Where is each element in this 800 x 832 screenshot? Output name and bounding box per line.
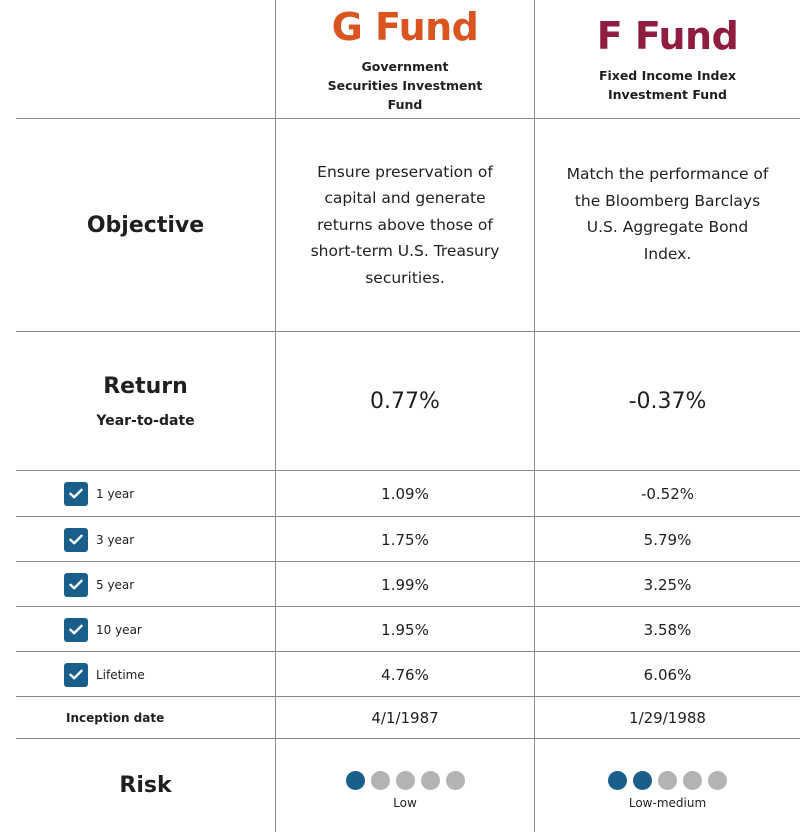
g-fund-inception-cell: [276, 697, 534, 738]
period-toggle[interactable]: [64, 663, 145, 687]
f-fund-subtitle: Fixed Income Index Investment Fund: [598, 68, 737, 102]
period-label: 5 year: [96, 577, 135, 592]
checkbox-checked-icon[interactable]: [64, 618, 88, 642]
return-heading: Return: [103, 373, 188, 399]
f-fund-risk-meter: [608, 771, 727, 790]
g-fund-header: [276, 0, 534, 118]
f-fund-return-cell: [535, 652, 800, 697]
g-fund-ytd-value: 0.77%: [370, 388, 440, 414]
checkbox-checked-icon[interactable]: [64, 663, 88, 687]
return-row-label: [16, 332, 275, 470]
risk-dot-empty: [396, 771, 415, 790]
g-fund-return-cell: [276, 517, 534, 562]
f-fund-inception-cell: [535, 697, 800, 738]
f-fund-return-cell: [535, 562, 800, 607]
checkbox-checked-icon[interactable]: [64, 528, 88, 552]
g-fund-inception: 4/1/1987: [371, 708, 439, 727]
f-fund-return-cell: [535, 517, 800, 562]
period-toggle[interactable]: [64, 573, 134, 597]
checkbox-checked-icon[interactable]: [64, 482, 88, 506]
return-value: 4.76%: [381, 665, 429, 684]
period-label: 10 year: [96, 622, 142, 637]
g-fund-title: G Fund: [331, 4, 479, 49]
risk-dot-empty: [683, 771, 702, 790]
risk-dot-empty: [708, 771, 727, 790]
g-fund-return-cell: [276, 607, 534, 652]
g-fund-return-cell: [276, 471, 534, 516]
return-value: -0.52%: [640, 484, 695, 503]
period-toggle[interactable]: [64, 528, 134, 552]
return-value: 5.79%: [643, 530, 692, 549]
f-fund-return-cell: [535, 471, 800, 516]
g-fund-subtitle: Government Securities Investment Fund: [327, 58, 483, 112]
risk-dot-empty: [446, 771, 465, 790]
risk-heading: Risk: [119, 773, 172, 798]
checkbox-checked-icon[interactable]: [64, 573, 88, 597]
risk-dot-empty: [658, 771, 677, 790]
g-fund-objective-cell: [276, 119, 534, 331]
return-value: 1.75%: [381, 530, 429, 549]
return-value: 3.25%: [643, 575, 692, 594]
g-fund-risk-meter: [346, 771, 465, 790]
f-fund-header: [535, 0, 800, 118]
period-toggle[interactable]: [64, 482, 134, 506]
objective-heading: Objective: [86, 212, 205, 238]
risk-row-label: [16, 739, 275, 832]
inception-label: Inception date: [66, 711, 165, 725]
f-fund-objective-cell: [535, 119, 800, 331]
risk-dot-empty: [421, 771, 440, 790]
f-fund-risk-cell: [535, 739, 800, 832]
return-value: 1.99%: [381, 575, 429, 594]
ytd-label: Year-to-date: [96, 412, 195, 429]
f-fund-inception: 1/29/1988: [629, 708, 706, 727]
f-fund-return-cell: [535, 607, 800, 652]
risk-dot-empty: [371, 771, 390, 790]
f-fund-ytd-value: -0.37%: [628, 388, 707, 414]
f-fund-objective: Match the performance of the Bloomberg Barclays U.S. Aggregate Bond Index.: [566, 165, 769, 263]
period-label: 3 year: [96, 532, 135, 547]
risk-dot-filled: [346, 771, 365, 790]
return-value: 6.06%: [643, 665, 692, 684]
g-fund-risk-cell: [276, 739, 534, 832]
f-fund-ytd-cell: [535, 332, 800, 470]
risk-dot-filled: [608, 771, 627, 790]
g-fund-ytd-cell: [276, 332, 534, 470]
return-value: 1.95%: [381, 620, 429, 639]
risk-dot-filled: [633, 771, 652, 790]
period-label: Lifetime: [96, 667, 145, 682]
f-fund-risk-label: Low-medium: [628, 796, 707, 810]
g-fund-objective: Ensure preservation of capital and generate returns above those of short-term U.S. Treasury securities.: [310, 162, 500, 287]
g-fund-risk-label: Low: [393, 796, 417, 810]
g-fund-return-cell: [276, 562, 534, 607]
objective-row-label: [16, 119, 275, 331]
period-toggle[interactable]: [64, 618, 142, 642]
f-fund-title: F Fund: [596, 14, 739, 58]
return-value: 3.58%: [643, 620, 692, 639]
return-value: 1.09%: [381, 484, 429, 503]
period-label: 1 year: [96, 486, 135, 501]
g-fund-return-cell: [276, 652, 534, 697]
